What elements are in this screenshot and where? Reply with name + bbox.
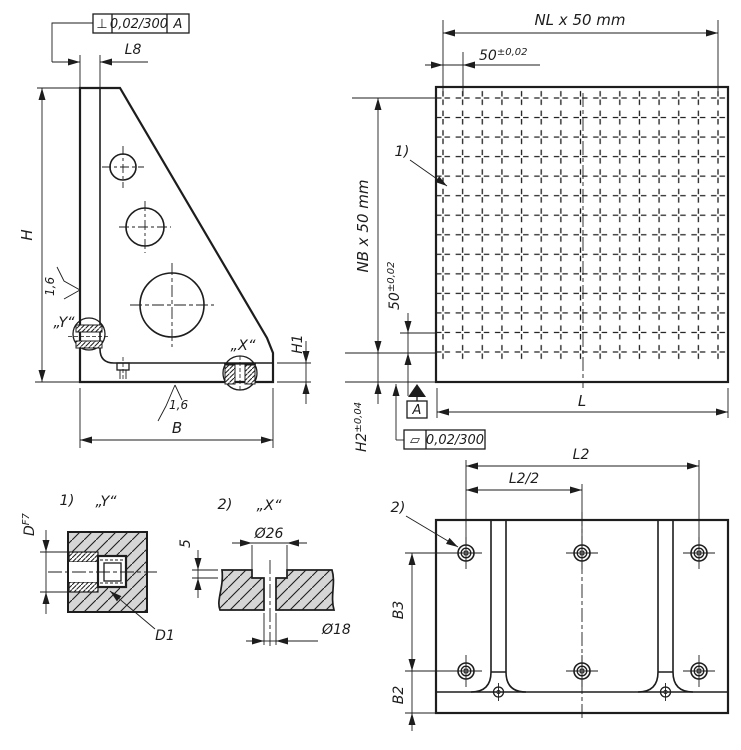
dim-hole-dia-label: Ø18 <box>322 622 351 638</box>
insert-body <box>98 556 126 587</box>
dim-b3-label: B3 <box>391 600 407 620</box>
bushing-top-wall <box>69 552 98 562</box>
bushing-bottom-wall <box>69 582 98 592</box>
dim-pitch-h-label: $50^{\pm 0,02}$ <box>479 47 528 64</box>
detail-x-number: 2) <box>217 497 233 513</box>
dim-pitch-v-label: $50^{\pm 0,02}$ <box>386 261 403 310</box>
dim-b-label: B <box>171 419 183 437</box>
dim-nb-label: NB x 50 mm <box>354 179 372 273</box>
dim-cbore-dia-label: Ø26 <box>254 526 284 542</box>
label-y: „Y“ <box>53 315 75 331</box>
dim-l2-label: L2 <box>572 447 590 463</box>
detail-x-title: „X“ <box>256 498 282 514</box>
detail-y-title: „Y“ <box>95 494 117 510</box>
flatness-icon: ▱ <box>410 433 420 448</box>
dim-d-label: $D^{F7}$ <box>21 513 38 536</box>
dim-l8-label: L8 <box>124 42 142 58</box>
dim-h1-label: H1 <box>290 334 306 354</box>
roughness-left-value: 1,6 <box>43 276 57 296</box>
dim-l2-half-label: L2/2 <box>508 471 540 487</box>
dim-h-label: H <box>18 229 36 241</box>
perpendicularity-value: 0,02/300 <box>109 17 169 32</box>
label-x: „X“ <box>230 338 256 354</box>
dim-l-label: L <box>577 392 587 410</box>
dim-d1-label: D1 <box>155 628 175 644</box>
datum-a-label: A <box>412 403 422 418</box>
dim-depth-label: 5 <box>178 539 194 548</box>
dim-b2-label: B2 <box>391 685 407 705</box>
grid-hole-pattern <box>436 87 728 360</box>
perpendicularity-datum: A <box>173 17 183 32</box>
perpendicularity-icon: ⊥ <box>96 17 108 32</box>
dim-nl-label: NL x 50 mm <box>534 11 626 29</box>
detail-y-number: 1) <box>59 493 75 509</box>
dim-h2-label: $H2^{\pm 0,04}$ <box>353 401 370 452</box>
flatness-value: 0,02/300 <box>425 433 485 448</box>
callout-1-label: 1) <box>394 144 410 160</box>
roughness-bottom-value: 1,6 <box>169 398 189 412</box>
callout-2-label: 2) <box>390 500 406 516</box>
